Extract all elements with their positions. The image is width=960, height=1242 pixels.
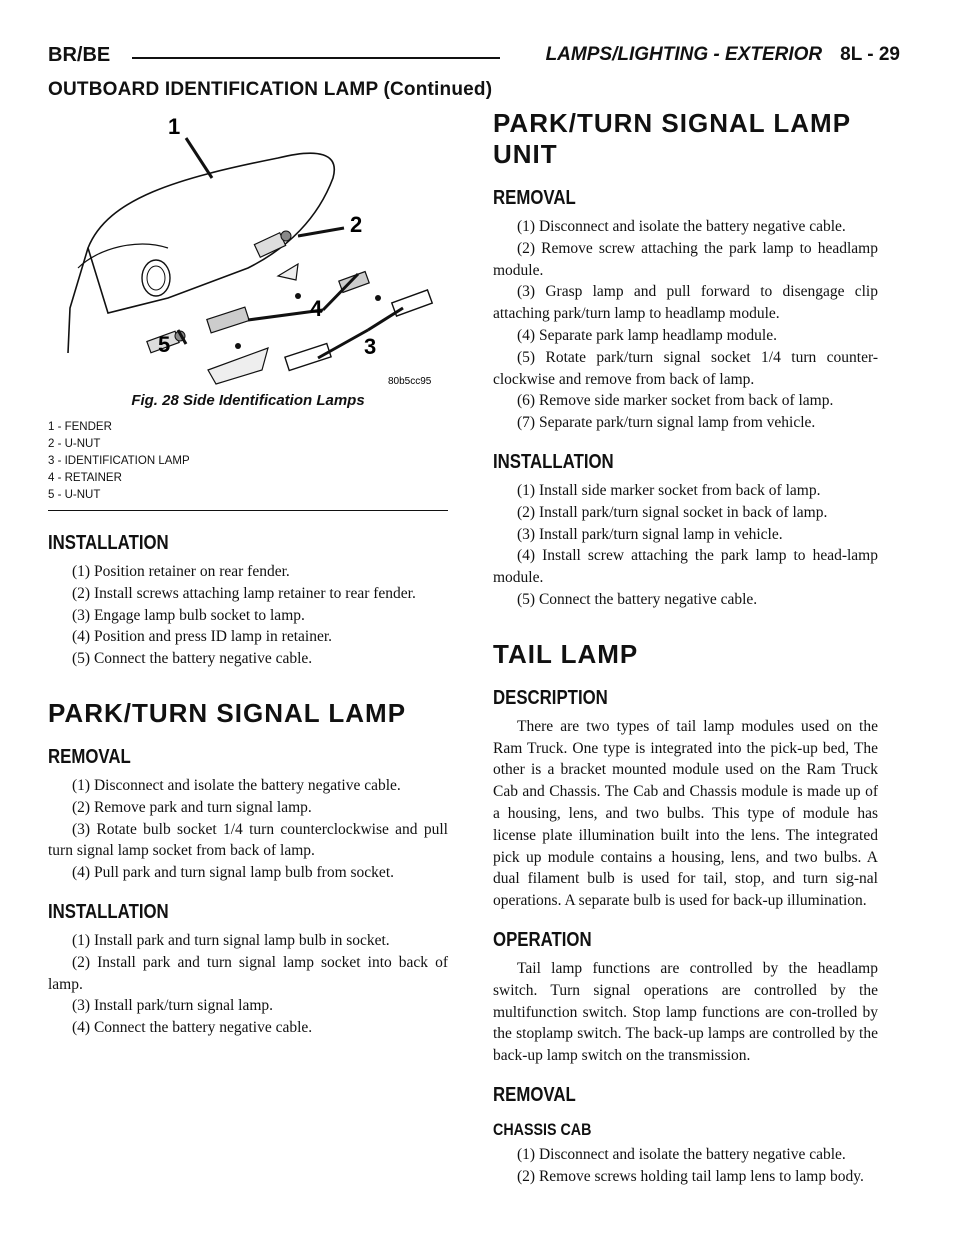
installation-heading: INSTALLATION xyxy=(48,532,169,554)
right-column xyxy=(493,108,878,1188)
step: (1) Position retainer on rear fender. xyxy=(72,563,290,580)
operation-heading: OPERATION xyxy=(493,928,592,951)
step: (1) Disconnect and isolate the battery negative cable. xyxy=(517,218,846,235)
step: (5) Rotate park/turn signal socket 1/4 turn counter-clockwise and remove from back of lamp. xyxy=(493,348,878,388)
legend-item: 5 - U-NUT xyxy=(48,489,101,501)
step: (2) Remove screws holding tail lamp lens to lamp body. xyxy=(517,1167,864,1185)
figure-code: 80b5cc95 xyxy=(388,376,432,387)
step: (3) Grasp lamp and pull forward to disengage clip attaching park/turn lamp to headlamp module. xyxy=(493,283,878,323)
section-title-park-turn-unit: PARK/TURN SIGNAL LAMP UNIT xyxy=(493,108,851,169)
callout-5: 5 xyxy=(158,332,171,357)
section-title-park-turn: PARK/TURN SIGNAL LAMP xyxy=(48,697,407,728)
header-section-title: LAMPS/LIGHTING - EXTERIOR xyxy=(545,44,823,65)
section-title-tail-lamp: TAIL LAMP xyxy=(493,638,639,669)
step: (7) Separate park/turn signal lamp from vehicle. xyxy=(517,414,816,432)
description-heading: DESCRIPTION xyxy=(493,686,608,709)
operation-text: Tail lamp functions are controlled by the headlamp switch. Turn signal operations are controlled by the multifunction switch. Stop lamp functions are con-trolled by the stoplamp switch. The back-up lamps are controlled by the back-up lamp switch on the transmission. xyxy=(493,959,878,1065)
step: (1) Disconnect and isolate the battery negative cable. xyxy=(517,1145,846,1163)
legend-item: 4 - RETAINER xyxy=(48,472,122,484)
fender-illustration xyxy=(48,108,448,390)
step: (4) Connect the battery negative cable. xyxy=(72,1019,313,1037)
step: (2) Remove screw attaching the park lamp to headlamp module. xyxy=(493,239,878,279)
removal-heading: REMOVAL xyxy=(493,1083,576,1106)
step: (4) Pull park and turn signal lamp bulb from socket. xyxy=(72,864,394,882)
page-header xyxy=(48,44,900,72)
step: (5) Connect the battery negative cable. xyxy=(72,650,313,668)
figure-legend xyxy=(48,419,448,511)
step: (1) Install park and turn signal lamp bulb in socket. xyxy=(72,931,390,949)
callout-2: 2 xyxy=(350,212,363,237)
legend-item: 2 - U-NUT xyxy=(48,438,101,450)
step: (4) Position and press ID lamp in retainer. xyxy=(72,628,333,646)
step: (3) Rotate bulb socket 1/4 turn counterclockwise and pull turn signal lamp socket from back of lamp. xyxy=(48,820,448,860)
legend-item: 3 - IDENTIFICATION LAMP xyxy=(48,455,190,467)
step: (2) Install park/turn signal socket in back of lamp. xyxy=(517,503,828,521)
installation-heading: INSTALLATION xyxy=(493,450,614,473)
step: (1) Disconnect and isolate the battery negative cable. xyxy=(72,776,401,794)
figure-side-identification-lamps xyxy=(48,108,448,390)
continued-heading: OUTBOARD IDENTIFICATION LAMP (Continued) xyxy=(48,79,493,100)
installation-heading: INSTALLATION xyxy=(48,900,169,923)
legend-item: 1 - FENDER xyxy=(48,421,112,433)
callout-4: 4 xyxy=(310,296,323,321)
left-column xyxy=(48,108,448,1039)
step: (5) Connect the battery negative cable. xyxy=(517,590,758,608)
header-section xyxy=(546,44,900,66)
page-number: 8L - 29 xyxy=(840,44,900,65)
step: (4) Separate park lamp headlamp module. xyxy=(517,326,777,344)
step: (1) Install side marker socket from back of lamp. xyxy=(517,481,821,499)
removal-heading: REMOVAL xyxy=(493,187,576,209)
step: (3) Engage lamp bulb socket to lamp. xyxy=(72,606,305,624)
callout-3: 3 xyxy=(364,334,377,359)
step: (3) Install park/turn signal lamp. xyxy=(72,997,274,1015)
callout-1: 1 xyxy=(168,114,181,139)
step: (3) Install park/turn signal lamp in vehicle. xyxy=(517,525,783,543)
step: (6) Remove side marker socket from back of lamp. xyxy=(517,392,834,410)
step: (2) Install park and turn signal lamp socket into back of lamp. xyxy=(48,953,448,993)
header-model: BR/BE xyxy=(48,44,111,66)
header-rule xyxy=(132,57,500,59)
description-text: There are two types of tail lamp modules used on the Ram Truck. One type is integrated into the pick-up bed, The other is a bracket mounted module used on the Ram Truck Cab and Chassis. The Cab and Chassis module is made up of a housing, lens, and two bulbs. This type of module has license plate illumination built into the lens. The integrated pick up module contains a housing, lens, and two bulbs. A dual filament bulb is used for tail, stop, and turn sig-nal operations. A separate bulb is used for back-up illumination. xyxy=(493,717,878,910)
removal-heading: REMOVAL xyxy=(48,745,131,768)
step: (4) Install screw attaching the park lamp to head-lamp module. xyxy=(493,547,878,587)
chassis-cab-heading: CHASSIS CAB xyxy=(493,1119,592,1139)
step: (2) Install screws attaching lamp retainer to rear fender. xyxy=(72,584,416,602)
figure-caption: Fig. 28 Side Identification Lamps xyxy=(131,392,365,409)
step: (2) Remove park and turn signal lamp. xyxy=(72,798,312,816)
